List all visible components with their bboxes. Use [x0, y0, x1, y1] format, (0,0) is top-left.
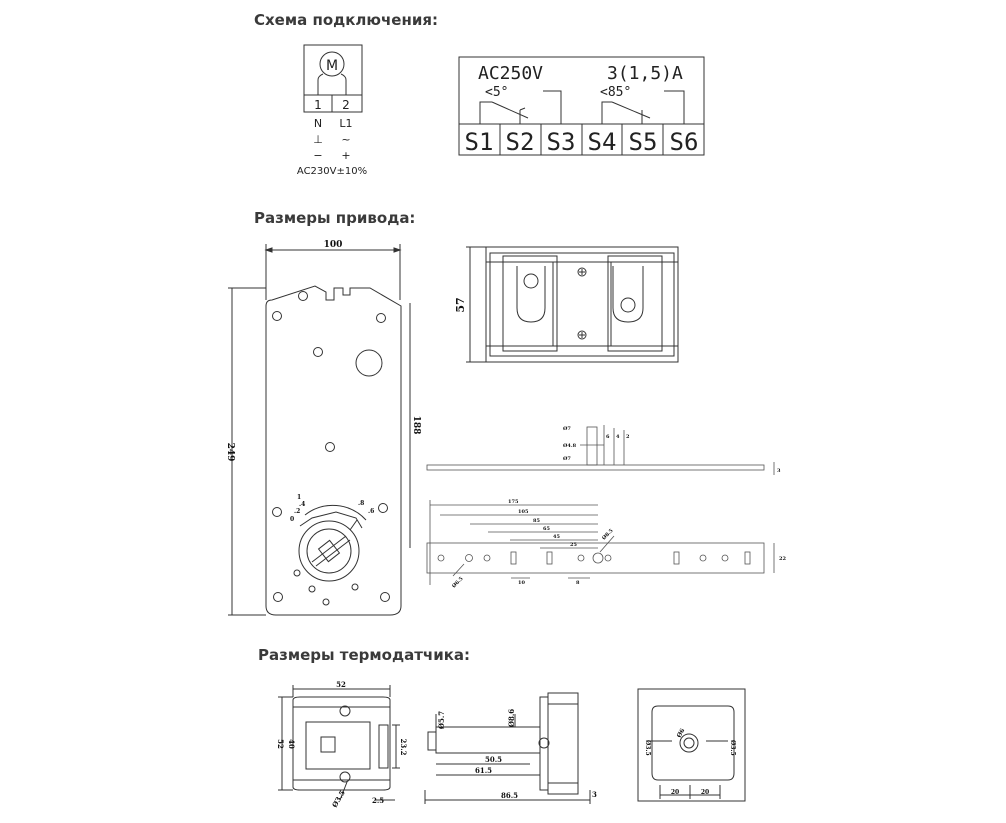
actuator-heading: Размеры привода: [254, 209, 416, 227]
sensor-probe-d: Ø5.7 [437, 710, 446, 730]
bracket-s1: 6 [606, 434, 610, 440]
sensor-offset: 23.2 [399, 738, 408, 756]
actuator-top-view [228, 244, 410, 615]
terminal-s5: S5 [628, 128, 658, 156]
bracket-hole: Ø6.5 [451, 575, 465, 590]
sensor-plate-view [638, 689, 745, 801]
motor-wiring-diagram [304, 45, 362, 112]
bracket-d2: Ø4.8 [563, 443, 577, 449]
bracket-l1: 175 [508, 499, 519, 505]
bracket-d1: Ø7 [563, 426, 571, 432]
sensor-hole: Ø3.5 [329, 788, 347, 809]
plate-spacing-right: 20 [700, 789, 710, 796]
actuator-inner-length: 188 [411, 415, 421, 435]
sensor-len2: 61.5 [475, 766, 493, 775]
motor-symbol: M [325, 58, 339, 74]
sensor-inner-h: 40 [287, 739, 296, 749]
bracket-l2: 105 [518, 509, 529, 515]
aux-voltage: AC250V [478, 63, 544, 84]
plate-center-d: Ø6 [675, 727, 687, 739]
term2-label-ac: ~ [341, 133, 351, 146]
sensor-edge: 2.5 [372, 796, 385, 805]
sensor-width: 52 [336, 680, 346, 689]
bracket-l6: 25 [570, 542, 577, 548]
bracket-side-view [427, 425, 774, 475]
terminal-s4: S4 [587, 128, 617, 156]
switch1-angle: <5° [485, 85, 509, 100]
bracket-l4: 65 [543, 526, 550, 532]
bracket-hole2: Ø8.5 [601, 527, 615, 542]
plate-hole-right: Ø3.5 [729, 740, 736, 756]
aux-current: 3(1,5)A [607, 63, 683, 84]
bracket-d3: Ø7 [563, 456, 571, 462]
sensor-probe-d2: Ø8.6 [507, 708, 516, 728]
scale-mark-6: .6 [368, 508, 375, 515]
bracket-s2: 4 [616, 434, 620, 440]
sensor-heading: Размеры термодатчика: [258, 646, 470, 664]
sensor-len1: 50.5 [485, 755, 503, 764]
terminal-1: 1 [314, 98, 322, 112]
bracket-h1: 22 [779, 556, 786, 562]
bracket-w2: 8 [576, 580, 580, 586]
actuator-width: 100 [323, 240, 343, 250]
scale-marks [290, 494, 374, 523]
actuator-side-view [466, 247, 678, 362]
terminal-s6: S6 [669, 128, 699, 156]
sensor-len3: 86.5 [501, 791, 519, 800]
bracket-w1: 10 [518, 580, 525, 586]
actuator-height: 57 [454, 297, 467, 313]
plate-spacing-left: 20 [670, 789, 680, 796]
bracket-top-view [427, 500, 774, 585]
terminal-s1: S1 [464, 128, 494, 156]
scale-mark-8: .8 [358, 500, 365, 507]
actuator-length: 249 [225, 442, 235, 462]
terminal-2: 2 [342, 98, 350, 112]
term1-label-n: N [313, 117, 323, 130]
bracket-l5: 45 [553, 534, 560, 540]
plate-hole-left: Ø3.5 [644, 740, 651, 756]
term2-label-l1: L1 [339, 117, 353, 130]
scale-mark-0: 0 [290, 516, 295, 523]
term1-label-minus: − [313, 149, 323, 162]
bracket-s3: 2 [626, 434, 630, 440]
sensor-height: 52 [276, 739, 285, 749]
bracket-thick: 3 [777, 468, 781, 474]
bracket-l3: 85 [533, 518, 540, 524]
term1-label-ground: ⊥ [313, 133, 323, 146]
sensor-thick: 3 [592, 790, 597, 799]
scale-mark-1: 1 [297, 494, 302, 501]
wiring-heading: Схема подключения: [254, 11, 438, 29]
scale-mark-2: .2 [294, 508, 301, 515]
terminal-s2: S2 [505, 128, 535, 156]
supply-voltage: AC230V±10% [296, 166, 368, 177]
terminal-s3: S3 [546, 128, 576, 156]
scale-mark-4: .4 [299, 501, 306, 508]
switch2-angle: <85° [600, 85, 632, 100]
term2-label-plus: + [341, 149, 351, 162]
